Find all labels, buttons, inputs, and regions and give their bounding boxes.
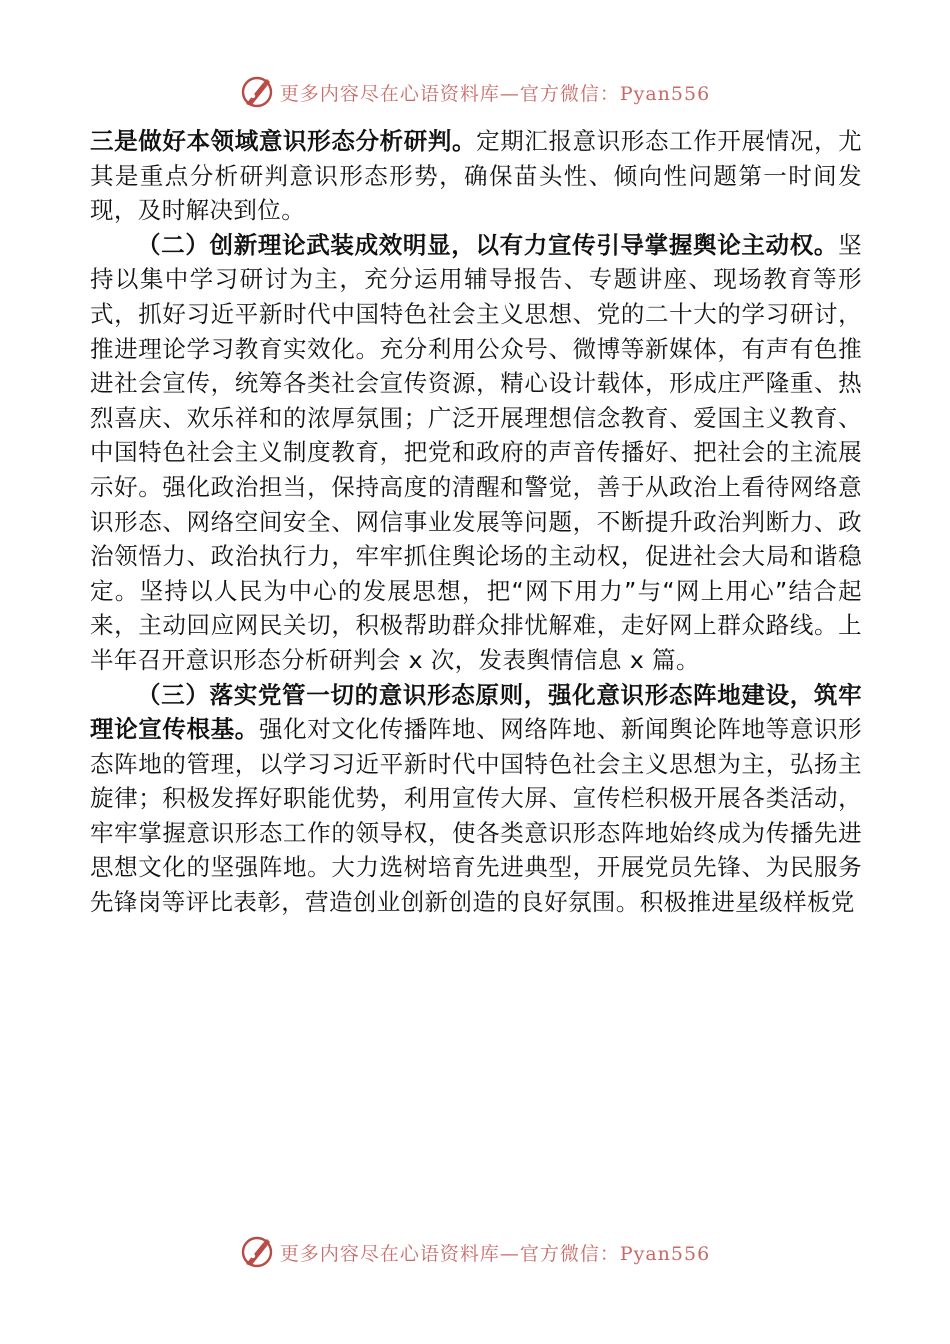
paragraph-1-heading: 三是做好本领域意识形态分析研判。 [90, 127, 477, 155]
paragraph-3 [90, 678, 862, 920]
header-watermark [0, 72, 950, 112]
paragraph-2-heading: （二）创新理论武装成效明显，以有力宣传引导掌握舆论主动权。 [137, 230, 839, 259]
pen-logo-icon [240, 1235, 274, 1269]
document-body [90, 124, 862, 920]
paragraph-3-text: 强化对文化传播阵地、网络阵地、新闻舆论阵地等意识形态阵地的管理，以学习习近平新时代中国特色社会主义思想为主，弘扬主旋律；积极发挥好职能优势，利用宣传大屏、宣传栏积极开展各类活动，牢牢掌握意识形态工作的领导权，使各类意识形态阵地始终成为传播先进思想文化的坚强阵地。大力选树培育先进典型，开展党员先锋、为民服务先锋岗等评比表彰，营造创业创新创造的良好氛围。积极推进星级样板党 [90, 715, 863, 917]
pen-logo-icon [240, 75, 274, 109]
footer-watermark [0, 1232, 950, 1272]
watermark-text: 更多内容尽在心语资料库—官方微信：Pyan556 [279, 1242, 711, 1265]
paragraph-3-heading: （三）落实党管一切的意识形态原则，强化意识形态阵地建设，筑牢理论宣传根基。 [90, 680, 862, 744]
paragraph-1 [90, 124, 862, 228]
paragraph-1-text: 定期汇报意识形态工作开展情况，尤其是重点分析研判意识形态形势，确保苗头性、倾向性问题第一时间发现，及时解决到位。 [90, 127, 862, 225]
paragraph-2-text: 坚持以集中学习研讨为主，充分运用辅导报告、专题讲座、现场教育等形式，抓好习近平新时代中国特色社会主义思想、党的二十大的学习研讨，推进理论学习教育实效化。充分利用公众号、微博等新媒体，有声有色推进社会宣传，统筹各类社会宣传资源，精心设计载体，形成庄严隆重、热烈喜庆、欢乐祥和的浓厚氛围；广泛开展理想信念教育、爱国主义教育、中国特色社会主义制度教育，把党和政府的声音传播好、把社会的主流展示好。强化政治担当，保持高度的清醒和警觉，善于从政治上看待网络意识形态、网络空间安全、网信事业发展等问题，不断提升政治判断力、政治领悟力、政治执行力，牢牢抓住舆论场的主动权，促进社会大局和谐稳定。坚持以人民为中心的发展思想，把“网下用力”与“网上用心”结合起来，主动回应网民关切，积极帮助群众排忧解难，走好网上群众路线。上半年召开意识形态分析研判会 x 次，发表舆情信息 x 篇。 [90, 230, 862, 674]
paragraph-2 [90, 228, 862, 678]
watermark-text: 更多内容尽在心语资料库—官方微信：Pyan556 [279, 82, 711, 105]
